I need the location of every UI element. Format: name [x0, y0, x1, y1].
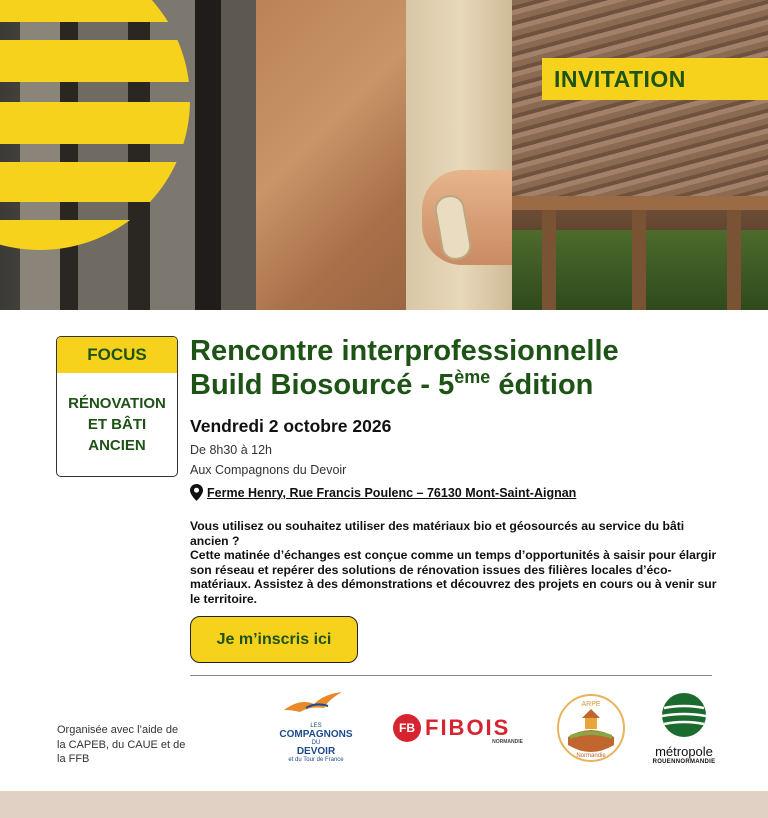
- focus-line-1: RÉNOVATION: [68, 395, 166, 412]
- title-line-2-suffix: édition: [490, 369, 594, 401]
- title-line-2-prefix: Build Biosourcé - 5: [190, 369, 455, 401]
- timber-roof-photo: [512, 0, 768, 310]
- focus-box: [56, 336, 178, 477]
- event-title: [190, 334, 750, 402]
- plastering-photo: [256, 0, 512, 310]
- title-line-2-sup: ème: [454, 367, 491, 387]
- focus-header-label: FOCUS: [87, 345, 147, 364]
- fibois-word: FIBOIS: [425, 715, 511, 740]
- fibois-badge: FB: [393, 714, 421, 742]
- event-time: De 8h30 à 12h: [190, 443, 273, 457]
- fibois-logo: [393, 712, 523, 744]
- compagnons-line-2: DEVOIR: [296, 746, 336, 757]
- metropole-globe-icon: [660, 692, 708, 738]
- metropole-word: métropole: [655, 744, 713, 759]
- divider: [190, 675, 712, 676]
- event-venue: Aux Compagnons du Devoir: [190, 463, 347, 477]
- birds-icon: [280, 688, 352, 718]
- metropole-rouen-logo: [648, 692, 720, 764]
- focus-header: [57, 337, 177, 373]
- address-text[interactable]: Ferme Henry, Rue Francis Poulenc – 76130 Mont-Saint-Aignan: [207, 485, 577, 500]
- title-line-1: Rencontre interprofessionnelle: [190, 335, 619, 367]
- map-pin-icon: [190, 484, 203, 501]
- focus-line-2: ET BÂTI: [87, 416, 147, 433]
- arpe-top-text: ARPE: [581, 701, 601, 708]
- compagnons-les: LES: [310, 723, 322, 729]
- organizers-note: Organisée avec l’aide de la CAPEB, du CAUE et de la FFB: [57, 724, 186, 765]
- compagnons-du-devoir-logo: [276, 688, 356, 766]
- register-button-label: Je m’inscris ici: [216, 630, 332, 648]
- event-description: [190, 519, 720, 607]
- compagnons-sub: et du Tour de France: [288, 757, 344, 763]
- event-date: Vendredi 2 octobre 2026: [190, 416, 392, 436]
- focus-line-3: ANCIEN: [88, 437, 146, 454]
- hero-banner: [0, 0, 768, 310]
- timber-wall-photo: [0, 0, 256, 310]
- description-paragraph-2: Cette matinée d’échanges est conçue comme un temps d’opportunités à saisir pour élargir son réseau et repérer des solutions de rénovation issues des filières locales d’éco-matériaux. Assistez à des démonstrations et découvrez des projets en cours ou à venir sur le territoire.: [190, 548, 717, 606]
- focus-body: [57, 373, 177, 476]
- event-address[interactable]: [190, 484, 576, 501]
- fibois-sub: NORMANDIE: [492, 739, 523, 745]
- footer-bar: [0, 791, 768, 818]
- invitation-label: INVITATION: [554, 65, 686, 92]
- invitation-badge: [542, 58, 768, 100]
- metropole-sub: ROUENNORMANDIE: [652, 759, 716, 765]
- description-paragraph-1: Vous utilisez ou souhaitez utiliser des matériaux bio et géosourcés au service du bâti ancien ?: [190, 519, 685, 548]
- arpe-bottom-text: Normandie: [576, 753, 606, 759]
- arpe-normandie-logo: [556, 693, 626, 763]
- compagnons-du: DU: [311, 740, 321, 746]
- compagnons-line-1: COMPAGNONS: [279, 729, 353, 740]
- register-button[interactable]: [190, 616, 358, 663]
